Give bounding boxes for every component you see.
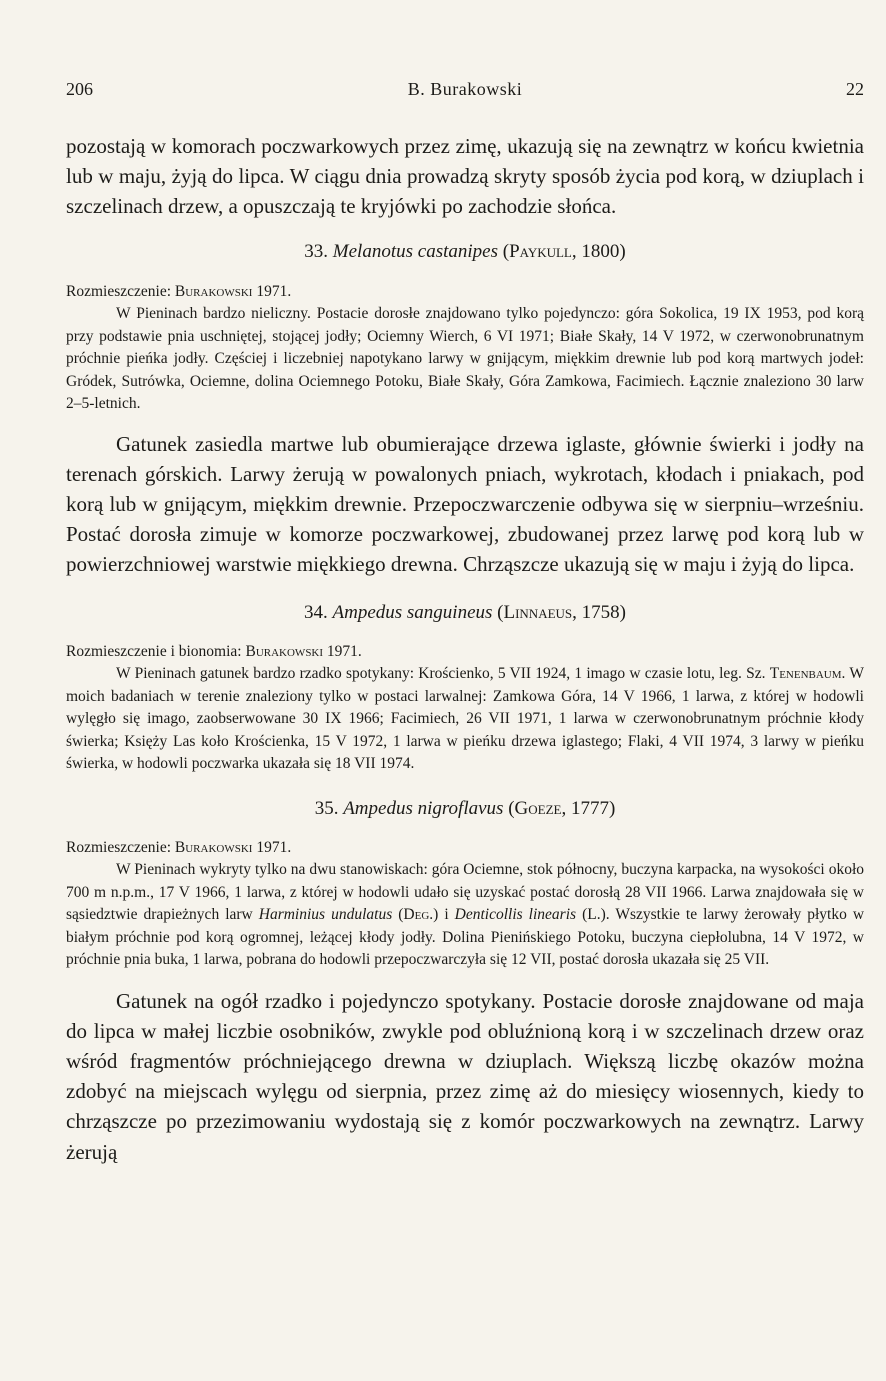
collector-name: Tenenbaum xyxy=(769,665,842,683)
species-name: Ampedus sanguineus xyxy=(332,601,493,623)
distribution-label: Rozmieszczenie: xyxy=(66,838,172,856)
species-year: , 1758) xyxy=(572,601,626,623)
species-heading-35 xyxy=(66,798,864,820)
species-number: 34. xyxy=(304,601,328,623)
species-author: Linnaeus xyxy=(503,601,573,623)
prey-author: Deg xyxy=(403,906,430,924)
running-author: B. Burakowski xyxy=(407,79,523,99)
records-33: W Pieninach bardzo nieliczny. Postacie dorosłe znajdowano tylko pojedynczo: góra Sokolica, 19 IX 1953, pod korą przy podstawie pnia uschniętej, stojącej jodły; Ociemny Wierch, 6 VI 1971; Białe Skały, 14 V 1972, w czerwonobrunatnym próchnie pieńka jodły. Częściej i liczebniej napotykano larwy w gnijącym, miękkim drewnie lub pod korą martwych jodeł: Gródek, Sutrówka, Ociemne, dolina Ociemnego Potoku, Białe Skały, Góra Zamkowa, Facimiech. Łącznie znaleziono 30 larw 2–5-letnich. xyxy=(66,305,864,413)
running-header xyxy=(66,79,864,103)
species-year: , 1777) xyxy=(561,797,616,819)
species-author: Goeze xyxy=(514,797,562,819)
species-author-open: ( xyxy=(497,601,504,623)
records-text: . W moich badaniach w terenie znaleziony tylko w postaci larwalnej: Zamkowa Góra, 14 V 1966, 1 larwa, z której w hodowli wylęgło się imago, zaobserwowane 30 IX 1966; Facimiech, 26 VII 1971, 1 larwa w czerwonobrunatnym próchnie kłody świerka; Księży Las koło Krościenka, 15 V 1972, 1 larwa w pieńku drzewa iglastego; Flaki, 4 VII 1974, 3 larwy w pieńku świerka, w hodowli poczwarka ukazała się 18 VII 1974. xyxy=(66,665,865,773)
reference-author: Burakowski xyxy=(174,282,253,300)
species-author-open: ( xyxy=(508,797,515,819)
records-34 xyxy=(66,663,864,776)
distribution-label: Rozmieszczenie: xyxy=(66,282,172,300)
species-year: , 1800) xyxy=(571,240,626,262)
reference-author: Burakowski xyxy=(174,838,253,856)
biology-33: Gatunek zasiedla martwe lub obumierające drzewa iglaste, głównie świerki i jodły na terenach górskich. Larwy żerują w powalonych pniach, wykrotach, kłodach i pniakach, pod korą lub w gnijącym, miękkim drewnie. Przepoczwarczenie odbywa się w sierpniu–wrześniu. Postać dorosła zimuje w komorze poczwarkowej, zbudowanej przez larwę pod korą lub w powierzchniowej warstwie miękkiego drewna. Chrząszcze ukazują się w maju i żyją do lipca. xyxy=(66,431,864,577)
distribution-label: Rozmieszczenie i bionomia: xyxy=(66,642,242,660)
species-name: Ampedus nigroflavus xyxy=(343,797,504,819)
distribution-line-35 xyxy=(66,837,864,860)
records-text: . Wszystkie te larwy żerowały płytko w białym próchnie pod korą ogromnej, leżącej kłody jodły. Dolina Pienińskiego Potoku, buczyna ciepłolubna, 14 V 1972, w próchnie pnia buka, 1 larwa, pobrana do hodowli przepoczwarczyła się 12 VII, postać dorosła ukazała się 25 VII. xyxy=(66,906,865,969)
prey-author-close: .) i xyxy=(429,906,449,924)
distribution-line-34 xyxy=(66,641,864,664)
reference-year: 1971. xyxy=(326,642,362,660)
records-text: W Pieninach wykryty tylko na dwu stanowiskach: góra Ociemne, stok północny, buczyna karpacka, na wysokości około 700 m n.p.m., 17 V 1966, 1 larwa, z której w hodowli udało się uzyskać postać dorosłą 28 VII 1966. Larwa znajdowała się w sąsiedztwie drapieżnych larw xyxy=(66,861,864,924)
prey-species-name: Denticollis linearis xyxy=(454,906,577,924)
species-number: 35. xyxy=(314,797,339,819)
species-heading-33 xyxy=(66,241,864,263)
prey-species-name: Harminius undulatus xyxy=(258,906,393,924)
species-number: 33. xyxy=(304,240,329,262)
records-35 xyxy=(66,859,864,972)
reference-year: 1971. xyxy=(256,838,292,856)
intro-paragraph: pozostają w komorach poczwarkowych przez zimę, ukazują się na zewnątrz w końcu kwietnia lub w maju, żyją do lipca. W ciągu dnia prowadzą skryty sposób życia pod korą, w dziuplach i szczelinach drzew, a opuszczają te kryjówki po zachodzie słońca. xyxy=(66,134,864,219)
page-number: 206 xyxy=(66,79,93,99)
records-text: W Pieninach gatunek bardzo rzadko spotykany: Krościenko, 5 VII 1924, 1 imago w czasie lotu, leg. Sz. xyxy=(116,665,766,683)
reference-author: Burakowski xyxy=(245,642,324,660)
species-name: Melanotus castanipes xyxy=(332,240,498,262)
species-heading-34 xyxy=(66,602,864,624)
prey-author-open: ( xyxy=(398,906,404,924)
page-body xyxy=(66,131,864,1167)
section-number: 22 xyxy=(846,79,864,99)
species-author: Paykull xyxy=(509,240,572,262)
biology-35: Gatunek na ogół rzadko i pojedynczo spotykany. Postacie dorosłe znajdowane od maja do lipca w małej liczbie osobników, zwykle pod obluźnioną korą i w szczelinach drzew oraz wśród fragmentów próchniejącego drewna w dziuplach. Większą liczbę okazów można zdobyć na miejscach wylęgu od sierpnia, przez zimę aż do miesięcy wiosennych, kiedy to chrząszcze po przezimowaniu wydostają się z komór poczwarkowych na zewnątrz. Larwy żerują xyxy=(66,988,864,1164)
prey-author: (L.) xyxy=(582,906,606,924)
distribution-line-33 xyxy=(66,281,864,304)
reference-year: 1971. xyxy=(256,282,292,300)
species-author-open: ( xyxy=(502,240,510,262)
